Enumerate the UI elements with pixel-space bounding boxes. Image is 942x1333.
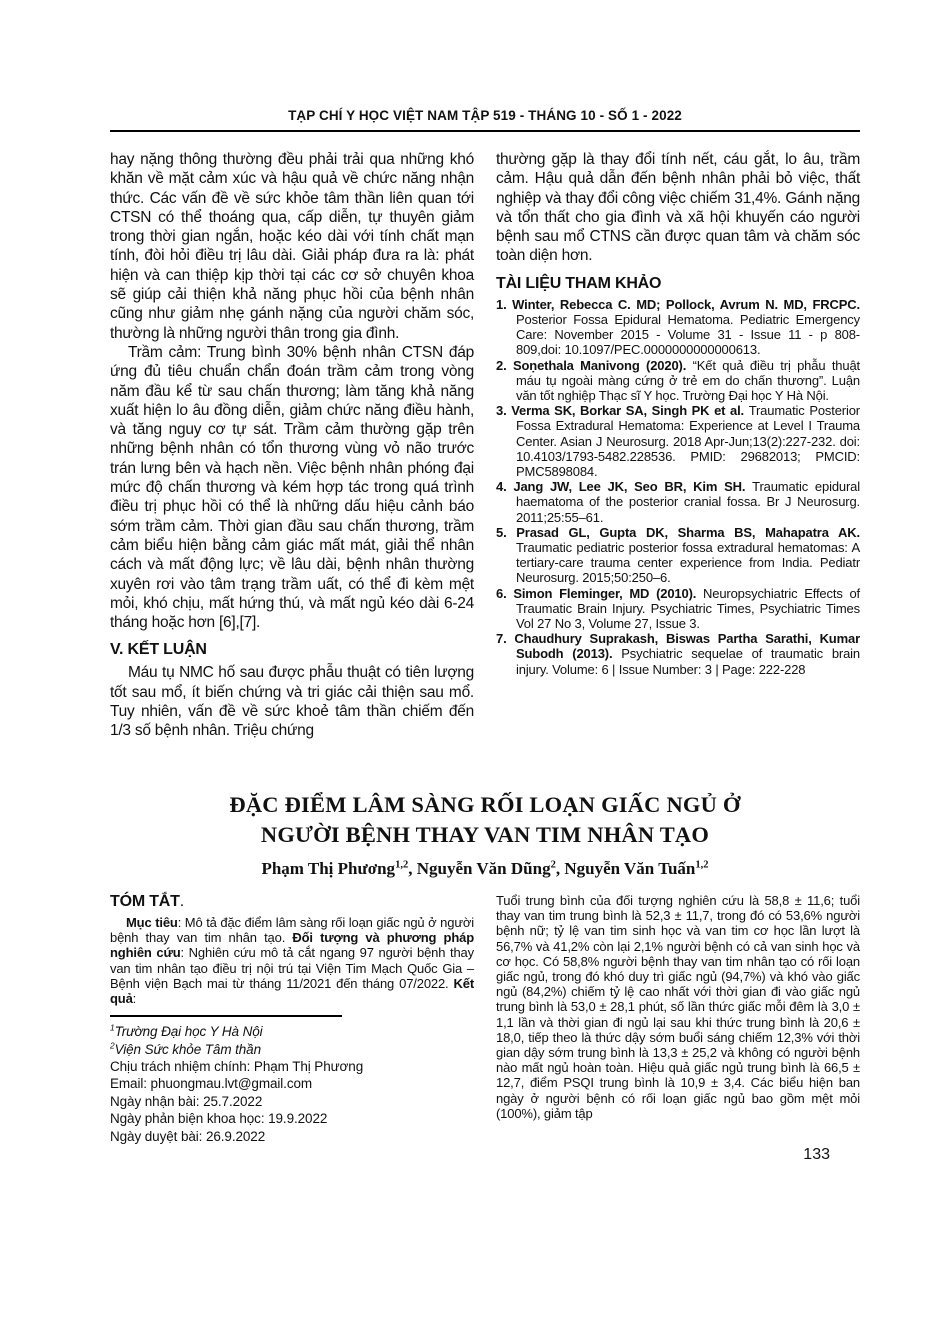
body-paragraph: Trầm cảm: Trung bình 30% bệnh nhân CTSN đáp ứng đủ tiêu chuẩn chẩn đoán trầm cảm trong vòng năm đầu kể từ sau chấn thương; làm tăng khả năng xuất hiện lo âu đồng diễn, giảm chức năng điều hành, và tăng nguy cơ tự sát. Trầm cảm thường gặp trên những bệnh nhân có tổn thương vùng vỏ não trước trán lưng bên và hạch nền. Việc bệnh nhân phóng đại mức độ chấn thương và kém hợp tác trong quá trình điều trị phục hồi có thể là những dấu hiệu cảnh báo sớm trầm cảm. Thời gian đầu sau chấn thương, trầm cảm biểu hiện bằng cảm giác mất mát, giải thể nhân cách và mất động lực; về lâu dài, bệnh nhân thường xuyên rơi vào tâm trạng trầm uất, có thể đi kèm mệt mỏi, khó chịu, mất hứng thú, và mất ngủ kéo dài 6-24 tháng hoặc hơn [6],[7].: [110, 343, 474, 632]
footnote-line: Ngày nhận bài: 25.7.2022: [110, 1093, 263, 1109]
article-title-line1: ĐẶC ĐIỂM LÂM SÀNG RỐI LOẠN GIẤC NGỦ Ở: [229, 792, 741, 817]
footnote-line: Email: phuongmau.lvt@gmail.com: [110, 1076, 313, 1092]
reference-item: 2. Soṇethala Manivong (2020). “Kết quả điều trị phẫu thuật máu tụ ngoài màng cứng ở trẻ em do chấn thương”. Luận văn tốt nghiệp Thạc sĩ Y học. Trường Đại học Y Hà Nội.: [496, 357, 860, 403]
left-column: [110, 150, 474, 741]
author-name: Nguyễn Văn Dũng: [416, 859, 551, 878]
article-end-columns: [110, 150, 860, 741]
abstract-continuation: Tuổi trung bình của đối tượng nghiên cứu là 58,8 ± 11,6; tuổi thay van tim trung bình là 52,3 ± 11,7, trong đó có 53,6% người bệnh nữ; tỷ lệ van tim sinh học và van tim cơ học lần lượt là 56,7% và 41,2% còn lại 2,1% người bệnh có cả van sinh học và cơ học. Có 58,8% người bệnh thay van tim nhân tạo có rối loạn giấc ngủ, trong đó khó duy trì giấc ngủ (94,7%) và khó vào giấc ngủ (84,2%) chiếm tỷ lệ cao nhất với thời gian đi vào giấc ngủ trung bình là 53,0 ± 28,1 phút, số lần thức giấc mỗi đêm là 3,0 ± 1,1 lần và thời gian đi ngủ lại sau khi thức trung bình là 20,6 ± 18,0, tiếp theo là thức dậy sớm buổi sáng chiếm 12,3% với thời gian dậy sớm trung bình là 13,3 ± 25,2 và không có người bệnh nào mất ngủ hoàn toàn. Hiệu quả giấc ngủ trung bình là 66,5 ± 12,7, điểm PSQI trung bình là 10,9 ± 3,4. Các biểu hiện ban ngày ở người bệnh có rối loạn giấc ngủ bao gồm mệt mỏi (100%), giảm tập: [496, 893, 860, 1121]
reference-item: 5. Prasad GL, Gupta DK, Sharma BS, Mahapatra AK. Traumatic pediatric posterior fossa extradural hematomas: A tertiary-care trauma center experience from India. Pediatr Neurosurg. 2015;50:250–6.: [496, 524, 860, 586]
body-paragraph: thường gặp là thay đổi tính nết, cáu gắt, lo âu, trầm cảm. Hậu quả dẫn đến bệnh nhân phải bỏ việc, thất nghiệp và thay đổi công việc chiếm 31,4%. Gánh nặng và tổn thất cho gia đình và xã hội khuyến cáo người bệnh sau mổ CTNS cần được quan tâm và chăm sóc toàn diện hơn.: [496, 151, 860, 265]
author-name: Phạm Thị Phương: [261, 859, 396, 878]
footnote-line: Ngày phản biện khoa học: 19.9.2022: [110, 1111, 328, 1127]
body-paragraph: Máu tụ NMC hố sau được phẫu thuật có tiên lượng tốt sau mổ, ít biến chứng và tri giác cải thiện sau mổ. Tuy nhiên, vấn đề về sức khoẻ tâm thần chiếm đến 1/3 số bệnh nhân. Triệu chứng: [110, 664, 474, 740]
footnote-line: Chịu trách nhiệm chính: Phạm Thị Phương: [110, 1059, 364, 1075]
footnote-separator: [110, 1015, 342, 1017]
author-affiliation-superscript: 2: [550, 859, 556, 871]
article-title-line2: NGƯỜI BỆNH THAY VAN TIM NHÂN TẠO: [260, 822, 710, 847]
journal-header-line: TẠP CHÍ Y HỌC VIỆT NAM TẬP 519 - THÁNG 10 - SỐ 1 - 2022: [288, 108, 682, 123]
right-column: [496, 150, 860, 741]
author-name: Nguyễn Văn Tuấn: [564, 859, 696, 878]
references-heading: TÀI LIỆU THAM KHẢO: [496, 274, 662, 292]
footnote-line: Ngày duyệt bài: 26.9.2022: [110, 1128, 266, 1144]
reference-item: 7. Chaudhury Suprakash, Biswas Partha Sarathi, Kumar Subodh (2013). Psychiatric sequelae of traumatic brain injury. Volume: 6 | Issue Number: 3 | Page: 222-228: [496, 631, 860, 677]
footnote-lines: [110, 1058, 474, 1145]
author-affiliation-superscript: 1,2: [695, 859, 709, 871]
conclusion-heading: V. KẾT LUẬN: [110, 641, 207, 659]
body-paragraph: hay nặng thông thường đều phải trải qua những khó khăn về mặt cảm xúc và hậu quả về chức năng nhận thức. Các vấn đề về sức khỏe tâm thần liên quan tới CTSN có thể thoáng qua, cấp diễn, tự thuyên giảm trong thời gian ngắn, hoặc kéo dài với tính chất mạn tính, đòi hỏi điều trị lâu dài. Giải pháp đưa ra là: phát hiện và can thiệp kịp thời tại các cơ sở chuyên khoa sẽ giúp cải thiện khả năng phục hồi của bệnh nhân cũng như giảm nhẹ gánh nặng của người chăm sóc, thường là những người thân trong gia đình.: [110, 151, 474, 342]
journal-header: [110, 108, 860, 132]
references-list: [496, 297, 860, 677]
page-number: 133: [803, 1146, 830, 1163]
author-affiliation-superscript: 1,2: [395, 859, 409, 871]
abstract-columns: [110, 893, 860, 1145]
reference-item: 4. Jang JW, Lee JK, Seo BR, Kim SH. Traumatic epidural haematoma of the posterior cranial fossa. Br J Neurosurg. 2011;25:55–61.: [496, 479, 860, 525]
article-authors: Phạm Thị Phương$^{1,2}$, Nguyễn Văn Dũng$^2$, Nguyễn Văn Tuấn$^{1,2}$: [261, 859, 709, 878]
abstract-left-column: [110, 893, 474, 1145]
abstract-paragraph: Mục tiêu: Mô tả đặc điểm lâm sàng rối loạn giấc ngủ ở người bệnh thay van tim nhân tạo. Đối tượng và phương pháp nghiên cứu: Nghiên cứu mô tả cắt ngang 97 người bệnh thay van tim nhân tạo điều trị nội trú tại Viện Tim Mạch Quốc Gia – Bệnh viện Bạch mai từ tháng 11/2021 đến tháng 07/2022. Kết quả:: [110, 915, 474, 1007]
reference-item: 1. Winter, Rebecca C. MD; Pollock, Avrum N. MD, FRCPC. Posterior Fossa Epidural Hematoma. Pediatric Emergency Care: November 2015 - Volume 31 - Issue 11 - p 808-809,doi: 10.1097/PEC.0000000000000613.: [496, 296, 860, 358]
abstract-right-column: [496, 893, 860, 1145]
abstract-heading-period: .: [179, 893, 184, 910]
reference-item: 6. Simon Fleminger, MD (2010). Neuropsychiatric Effects of Traumatic Brain Injury. Psychiatric Times, Psychiatric Times Vol 27 No 3, Volume 27, Issue 3.: [496, 585, 860, 632]
footnote-block: [110, 1015, 474, 1145]
footnote-affiliation: $^1$Trường Đại học Y Hà Nội: [110, 1022, 263, 1040]
reference-item: 3. Verma SK, Borkar SA, Singh PK et al. Traumatic Posterior Fossa Extradural Hematoma: Experience at Level I Trauma Center. Asian J Neurosurg. 2018 Apr-Jun;13(2):227-232. doi: 10.4103/1793-5482.228536. PMID: 29682013; PMCID: PMC5898084.: [496, 403, 860, 480]
footnote-affiliations: [110, 1023, 474, 1058]
abstract-heading: TÓM TẮT.: [110, 893, 184, 910]
article-title-block: [110, 790, 860, 879]
footnote-affiliation: $^2$Viện Sức khỏe Tâm thần: [110, 1040, 262, 1057]
